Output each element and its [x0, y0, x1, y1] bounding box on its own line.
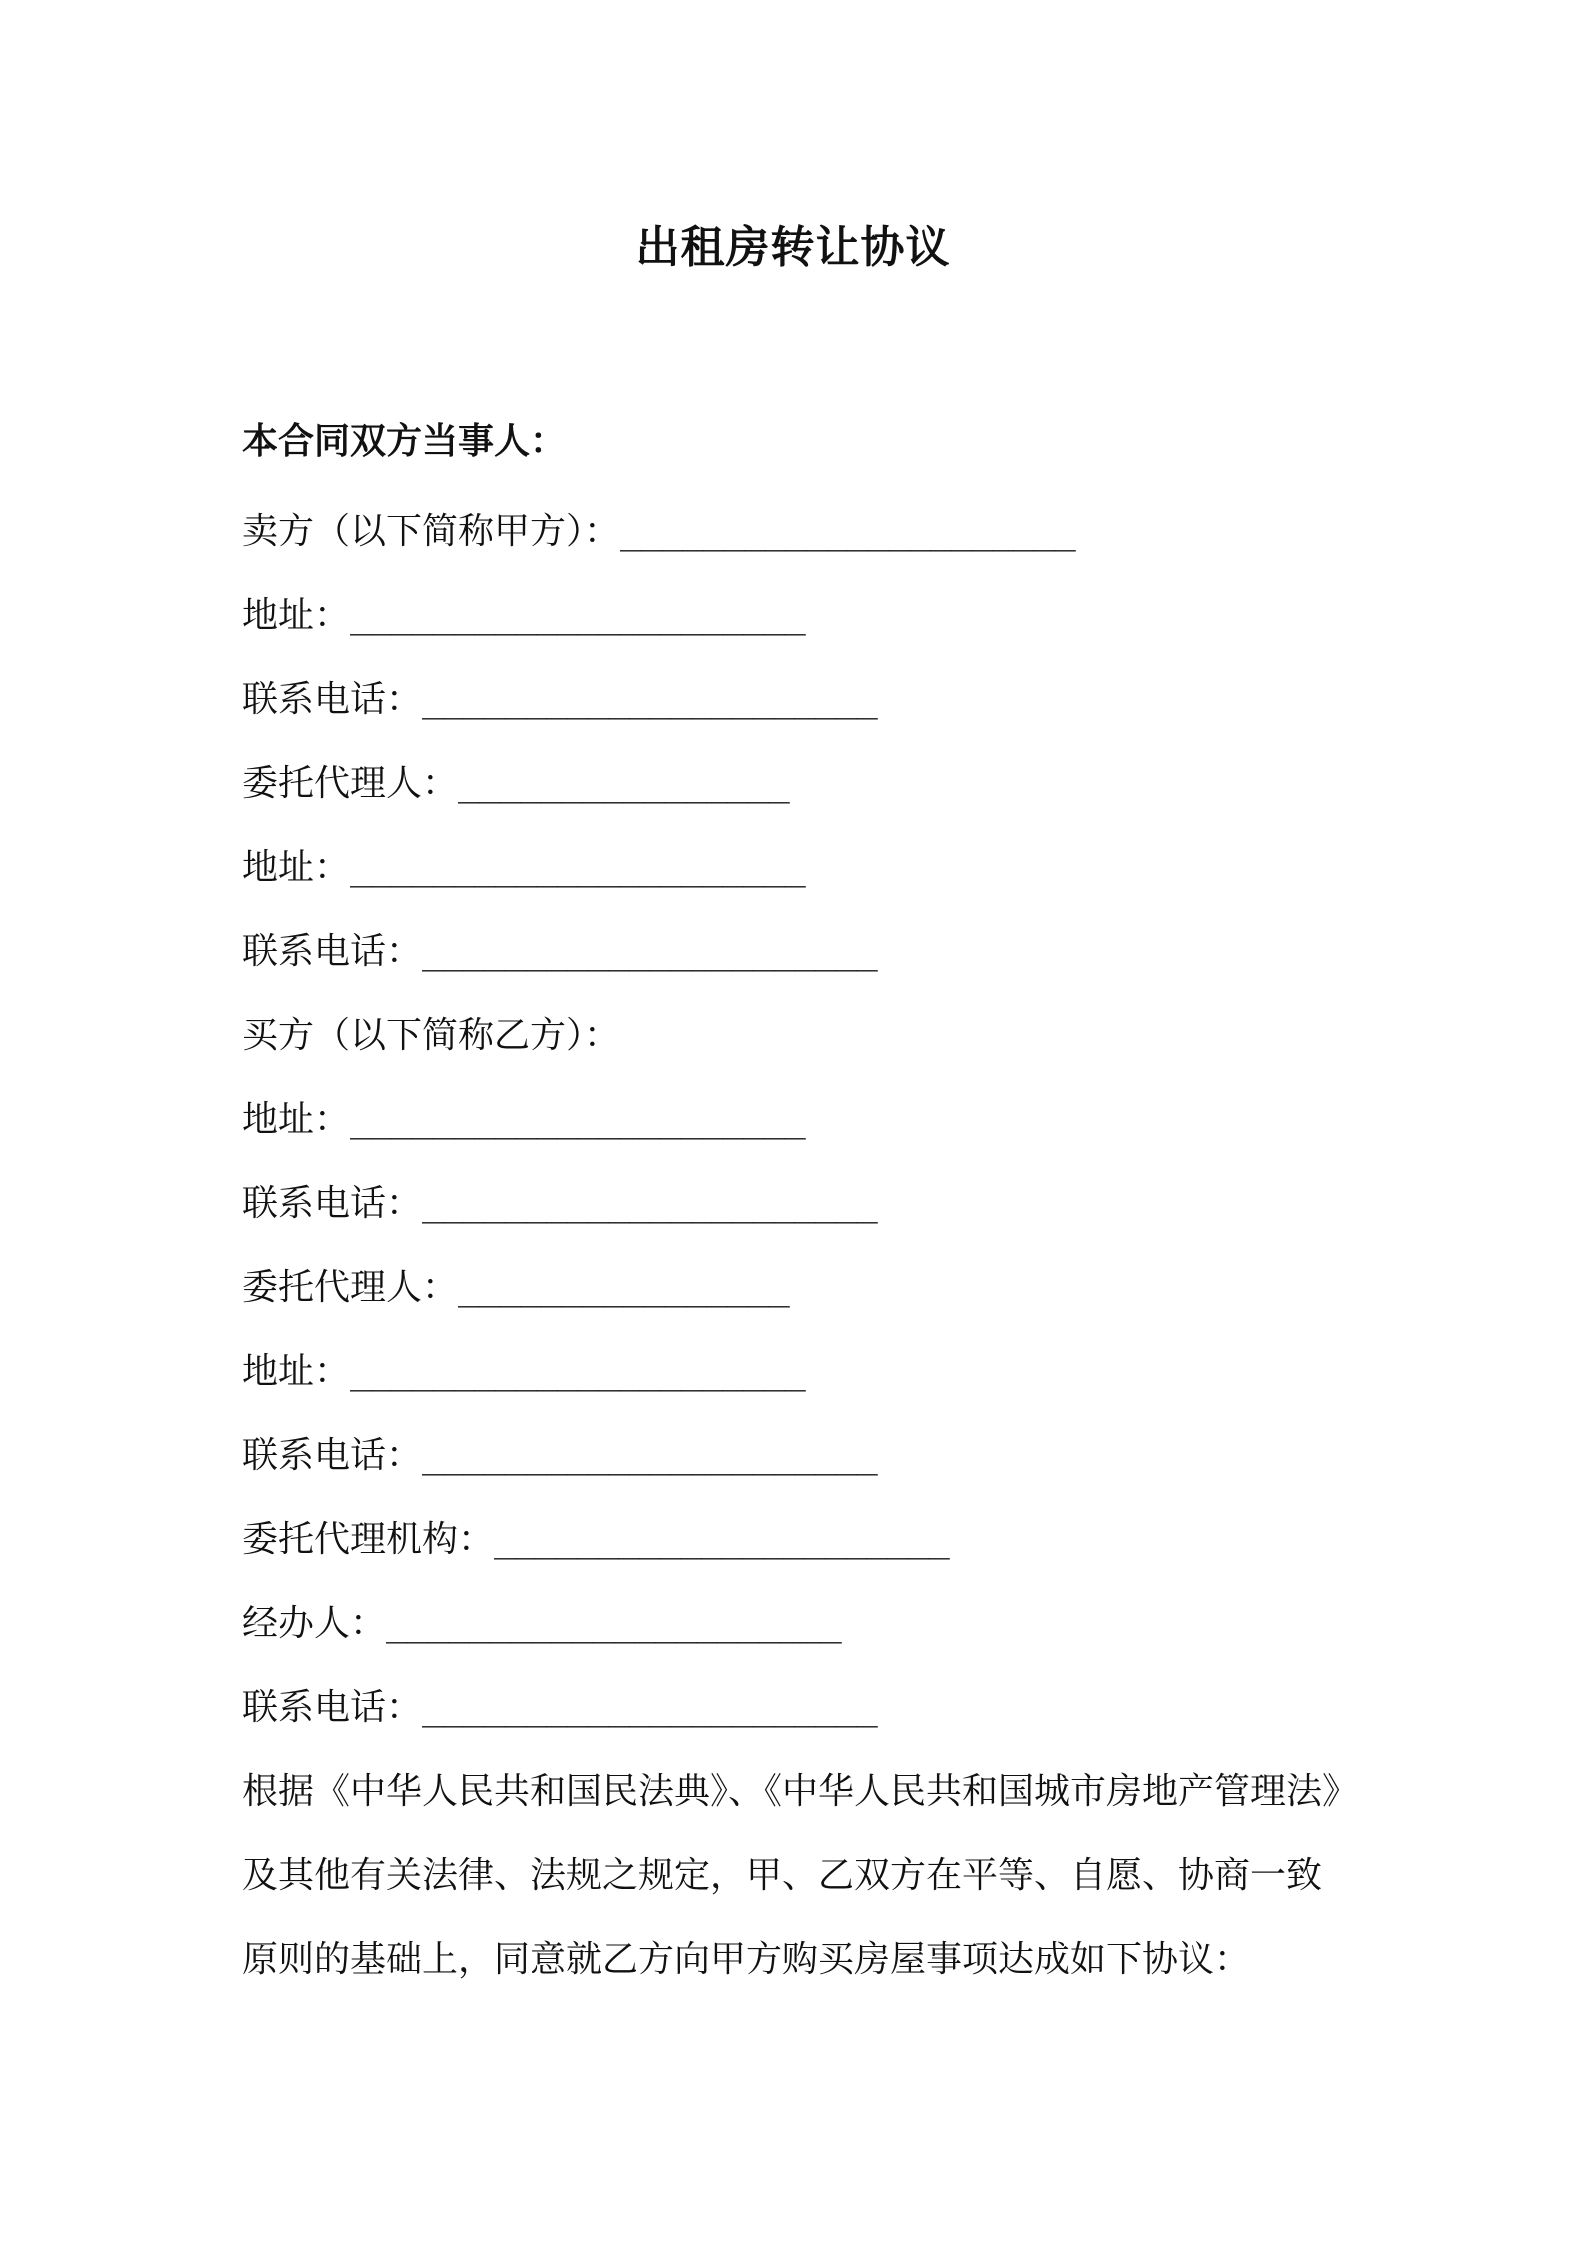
- field-buyer-address: [242, 1078, 1362, 1162]
- fill-blank: ______________________: [422, 679, 877, 720]
- field-label: 联系电话：: [242, 931, 423, 972]
- field-label: 地址：: [242, 847, 351, 888]
- fill-blank: ______________________: [350, 595, 805, 636]
- field-handler: [242, 1582, 1362, 1666]
- fill-blank: ______________________: [422, 931, 877, 972]
- field-label: 卖方（以下简称甲方）：: [242, 511, 621, 552]
- field-seller-agent-phone: [242, 910, 1362, 994]
- field-label: 经办人：: [242, 1603, 387, 1644]
- field-label: 委托代理人：: [242, 1267, 459, 1308]
- field-seller-agent: [242, 742, 1362, 826]
- parties-heading: 本合同双方当事人：: [242, 421, 567, 462]
- fill-blank: ______________________: [422, 1435, 877, 1476]
- fill-blank: ______________________: [422, 1687, 877, 1728]
- field-buyer-agent: [242, 1246, 1362, 1330]
- field-buyer-phone: [242, 1162, 1362, 1246]
- field-agency: [242, 1498, 1362, 1582]
- fill-blank: ______________________: [350, 1099, 805, 1140]
- paragraph-line: 根据《中华人民共和国民法典》、《中华人民共和国城市房地产管理法》: [242, 1771, 1359, 1812]
- fill-blank: ________________: [458, 1267, 789, 1308]
- field-buyer-agent-phone: [242, 1414, 1362, 1498]
- field-buyer: [242, 994, 1362, 1078]
- fill-blank: ______________________: [620, 511, 1075, 552]
- field-handler-phone: [242, 1666, 1362, 1750]
- fill-blank: ______________________: [350, 1351, 805, 1392]
- field-label: 买方（以下简称乙方）：: [242, 1015, 621, 1056]
- field-label: 地址：: [242, 1351, 351, 1392]
- fill-blank: ______________________: [494, 1519, 949, 1560]
- document-title: 出租房转让协议: [635, 222, 951, 273]
- fill-blank: ______________________: [350, 847, 805, 888]
- field-label: 委托代理机构：: [242, 1519, 495, 1560]
- field-label: 委托代理人：: [242, 763, 459, 804]
- field-seller: [242, 490, 1362, 574]
- field-label: 地址：: [242, 1099, 351, 1140]
- fill-blank: ______________________: [422, 1183, 877, 1224]
- field-seller-agent-address: [242, 826, 1362, 910]
- field-label: 联系电话：: [242, 1687, 423, 1728]
- field-seller-phone: [242, 658, 1362, 742]
- paragraph-line: 及其他有关法律、法规之规定，甲、乙双方在平等、自愿、协商一致: [242, 1855, 1323, 1896]
- fill-blank: ________________: [458, 763, 789, 804]
- field-buyer-agent-address: [242, 1330, 1362, 1414]
- field-label: 地址：: [242, 595, 351, 636]
- fill-blank: ______________________: [386, 1603, 841, 1644]
- field-label: 联系电话：: [242, 1435, 423, 1476]
- preamble-paragraph: [242, 1750, 1362, 2002]
- field-label: 联系电话：: [242, 679, 423, 720]
- document-body: [242, 400, 1362, 2002]
- field-seller-address: [242, 574, 1362, 658]
- paragraph-line: 原则的基础上，同意就乙方向甲方购买房屋事项达成如下协议：: [242, 1939, 1251, 1980]
- field-label: 联系电话：: [242, 1183, 423, 1224]
